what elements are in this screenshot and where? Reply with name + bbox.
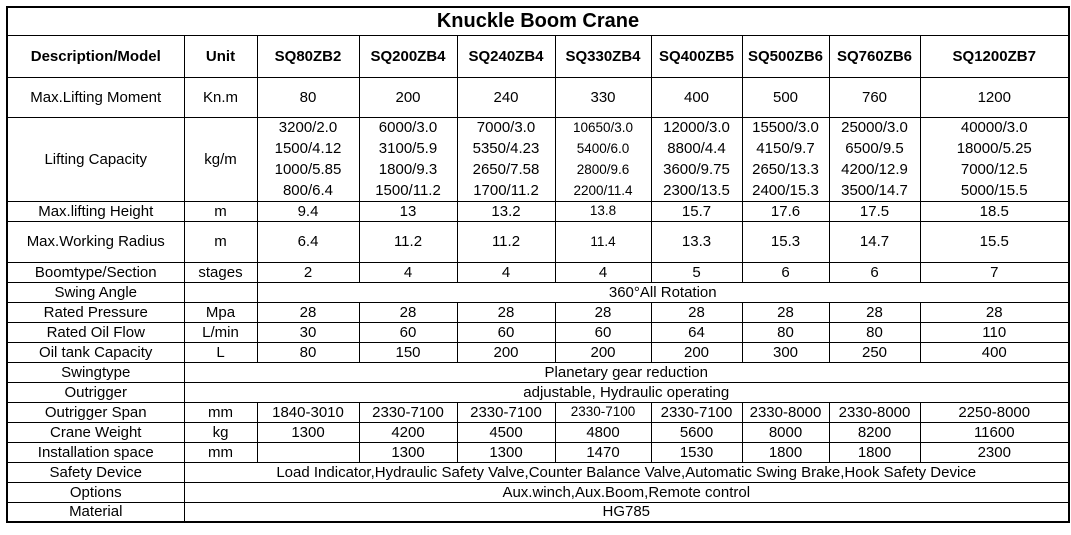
merged-value: Planetary gear reduction [184, 362, 1069, 382]
table-row [7, 462, 1069, 482]
cell-value: 30 [257, 322, 359, 342]
cell-value: 2650/7.58 [457, 159, 555, 180]
cell-value: 8200 [829, 422, 920, 442]
cell-value: 2400/15.3 [742, 180, 829, 201]
header-model: SQ400ZB5 [651, 35, 742, 77]
header-model: SQ330ZB4 [555, 35, 651, 77]
cell-value: 1200 [920, 77, 1069, 117]
row-label: Max.Working Radius [7, 221, 184, 262]
cell-value: 4 [359, 262, 457, 282]
cell-value: 250 [829, 342, 920, 362]
cell-value: 2300 [920, 442, 1069, 462]
cell-value: 60 [457, 322, 555, 342]
cell-value: 12000/3.0 [651, 117, 742, 138]
cell-value: 500 [742, 77, 829, 117]
row-unit: m [184, 201, 257, 221]
row-label: Installation space [7, 442, 184, 462]
table-row [7, 221, 1069, 262]
cell-value: 40000/3.0 [920, 117, 1069, 138]
cell-value: 3200/2.0 [257, 117, 359, 138]
cell-value: 1840-3010 [257, 402, 359, 422]
cell-value: 1800 [742, 442, 829, 462]
table-row [7, 322, 1069, 342]
cell-value: 800/6.4 [257, 180, 359, 201]
cell-value: 1700/11.2 [457, 180, 555, 201]
cell-value: 5400/6.0 [555, 138, 651, 159]
cell-value: 15.7 [651, 201, 742, 221]
table-row [7, 382, 1069, 402]
cell-value: 4500 [457, 422, 555, 442]
spec-table [6, 6, 1070, 523]
row-unit: Mpa [184, 302, 257, 322]
row-unit: L [184, 342, 257, 362]
table-row [7, 482, 1069, 502]
cell-value: 6 [742, 262, 829, 282]
cell-value: 10650/3.0 [555, 117, 651, 138]
table-row [7, 362, 1069, 382]
table-row [7, 442, 1069, 462]
row-unit: m [184, 221, 257, 262]
cell-value: 240 [457, 77, 555, 117]
cell-value: 28 [359, 302, 457, 322]
cell-value: 7 [920, 262, 1069, 282]
row-unit: kg [184, 422, 257, 442]
cell-value: 4150/9.7 [742, 138, 829, 159]
cell-value: 28 [829, 302, 920, 322]
cell-value: 1800/9.3 [359, 159, 457, 180]
cell-value: 5600 [651, 422, 742, 442]
row-unit: L/min [184, 322, 257, 342]
row-label: Outrigger Span [7, 402, 184, 422]
row-unit: Kn.m [184, 77, 257, 117]
header-model: SQ80ZB2 [257, 35, 359, 77]
table-row [7, 282, 1069, 302]
row-label: Boomtype/Section [7, 262, 184, 282]
cell-value: 300 [742, 342, 829, 362]
cell-value: 18.5 [920, 201, 1069, 221]
cell-value: 6000/3.0 [359, 117, 457, 138]
cell-value: 4800 [555, 422, 651, 442]
cell-value: 1500/4.12 [257, 138, 359, 159]
header-model: SQ240ZB4 [457, 35, 555, 77]
cell-value: 13.2 [457, 201, 555, 221]
table-row [7, 342, 1069, 362]
cell-value: 2330-8000 [742, 402, 829, 422]
cell-value: 200 [651, 342, 742, 362]
cell-value: 2 [257, 262, 359, 282]
cell-value: 15.5 [920, 221, 1069, 262]
header-description: Description/Model [7, 35, 184, 77]
header-model: SQ1200ZB7 [920, 35, 1069, 77]
table-row [7, 402, 1069, 422]
row-label: Outrigger [7, 382, 184, 402]
row-label: Rated Oil Flow [7, 322, 184, 342]
cell-value: 80 [257, 77, 359, 117]
row-label: Lifting Capacity [7, 117, 184, 201]
header-model: SQ200ZB4 [359, 35, 457, 77]
cell-value: 200 [555, 342, 651, 362]
cell-value: 28 [555, 302, 651, 322]
row-unit: mm [184, 442, 257, 462]
cell-value: 2330-7100 [555, 402, 651, 422]
cell-value: 4200/12.9 [829, 159, 920, 180]
cell-value: 2300/13.5 [651, 180, 742, 201]
row-label: Swing Angle [7, 282, 184, 302]
cell-value: 17.5 [829, 201, 920, 221]
cell-value: 1300 [257, 422, 359, 442]
cell-value: 80 [829, 322, 920, 342]
cell-value: 150 [359, 342, 457, 362]
merged-value: Load Indicator,Hydraulic Safety Valve,Counter Balance Valve,Automatic Swing Brake,Hook Safety Device [184, 462, 1069, 482]
cell-value: 2200/11.4 [555, 180, 651, 201]
cell-value: 2330-7100 [651, 402, 742, 422]
cell-value: 13.3 [651, 221, 742, 262]
cell-value: 760 [829, 77, 920, 117]
cell-value [257, 442, 359, 462]
cell-value: 1000/5.85 [257, 159, 359, 180]
cell-value: 80 [257, 342, 359, 362]
cell-value: 2330-7100 [457, 402, 555, 422]
row-unit [184, 282, 257, 302]
cell-value: 28 [742, 302, 829, 322]
cell-value: 13.8 [555, 201, 651, 221]
cell-value: 5350/4.23 [457, 138, 555, 159]
cell-value: 330 [555, 77, 651, 117]
cell-value: 3100/5.9 [359, 138, 457, 159]
table-row [7, 77, 1069, 117]
cell-value: 2800/9.6 [555, 159, 651, 180]
cell-value: 3600/9.75 [651, 159, 742, 180]
cell-value: 8800/4.4 [651, 138, 742, 159]
cell-value: 60 [555, 322, 651, 342]
cell-value: 28 [457, 302, 555, 322]
table-row [7, 117, 1069, 138]
merged-value: adjustable, Hydraulic operating [184, 382, 1069, 402]
row-unit: kg/m [184, 117, 257, 201]
merged-value: 360°All Rotation [257, 282, 1069, 302]
cell-value: 8000 [742, 422, 829, 442]
cell-value: 1470 [555, 442, 651, 462]
row-label: Swingtype [7, 362, 184, 382]
cell-value: 200 [359, 77, 457, 117]
cell-value: 28 [920, 302, 1069, 322]
row-label: Options [7, 482, 184, 502]
cell-value: 4 [457, 262, 555, 282]
cell-value: 60 [359, 322, 457, 342]
cell-value: 110 [920, 322, 1069, 342]
cell-value: 11.2 [457, 221, 555, 262]
header-model: SQ500ZB6 [742, 35, 829, 77]
cell-value: 2250-8000 [920, 402, 1069, 422]
cell-value: 15500/3.0 [742, 117, 829, 138]
row-unit: mm [184, 402, 257, 422]
cell-value: 6 [829, 262, 920, 282]
cell-value: 11.4 [555, 221, 651, 262]
cell-value: 5000/15.5 [920, 180, 1069, 201]
cell-value: 28 [651, 302, 742, 322]
row-label: Max.Lifting Moment [7, 77, 184, 117]
cell-value: 3500/14.7 [829, 180, 920, 201]
cell-value: 200 [457, 342, 555, 362]
cell-value: 28 [257, 302, 359, 322]
cell-value: 18000/5.25 [920, 138, 1069, 159]
table-row [7, 262, 1069, 282]
cell-value: 25000/3.0 [829, 117, 920, 138]
cell-value: 400 [920, 342, 1069, 362]
merged-value: HG785 [184, 502, 1069, 522]
cell-value: 11600 [920, 422, 1069, 442]
cell-value: 1300 [359, 442, 457, 462]
cell-value: 2650/13.3 [742, 159, 829, 180]
merged-value: Aux.winch,Aux.Boom,Remote control [184, 482, 1069, 502]
cell-value: 2330-7100 [359, 402, 457, 422]
cell-value: 6500/9.5 [829, 138, 920, 159]
table-row [7, 302, 1069, 322]
row-label: Max.lifting Height [7, 201, 184, 221]
cell-value: 14.7 [829, 221, 920, 262]
row-label: Safety Device [7, 462, 184, 482]
cell-value: 13 [359, 201, 457, 221]
cell-value: 64 [651, 322, 742, 342]
row-label: Material [7, 502, 184, 522]
cell-value: 15.3 [742, 221, 829, 262]
cell-value: 9.4 [257, 201, 359, 221]
cell-value: 6.4 [257, 221, 359, 262]
header-model: SQ760ZB6 [829, 35, 920, 77]
cell-value: 17.6 [742, 201, 829, 221]
cell-value: 11.2 [359, 221, 457, 262]
row-unit: stages [184, 262, 257, 282]
table-title: Knuckle Boom Crane [7, 7, 1069, 35]
row-label: Rated Pressure [7, 302, 184, 322]
cell-value: 7000/3.0 [457, 117, 555, 138]
cell-value: 7000/12.5 [920, 159, 1069, 180]
cell-value: 80 [742, 322, 829, 342]
table-row [7, 502, 1069, 522]
cell-value: 4 [555, 262, 651, 282]
cell-value: 5 [651, 262, 742, 282]
table-row [7, 201, 1069, 221]
cell-value: 2330-8000 [829, 402, 920, 422]
header-unit: Unit [184, 35, 257, 77]
cell-value: 1500/11.2 [359, 180, 457, 201]
table-row [7, 422, 1069, 442]
row-label: Oil tank Capacity [7, 342, 184, 362]
row-label: Crane Weight [7, 422, 184, 442]
cell-value: 1530 [651, 442, 742, 462]
cell-value: 4200 [359, 422, 457, 442]
cell-value: 400 [651, 77, 742, 117]
cell-value: 1800 [829, 442, 920, 462]
cell-value: 1300 [457, 442, 555, 462]
